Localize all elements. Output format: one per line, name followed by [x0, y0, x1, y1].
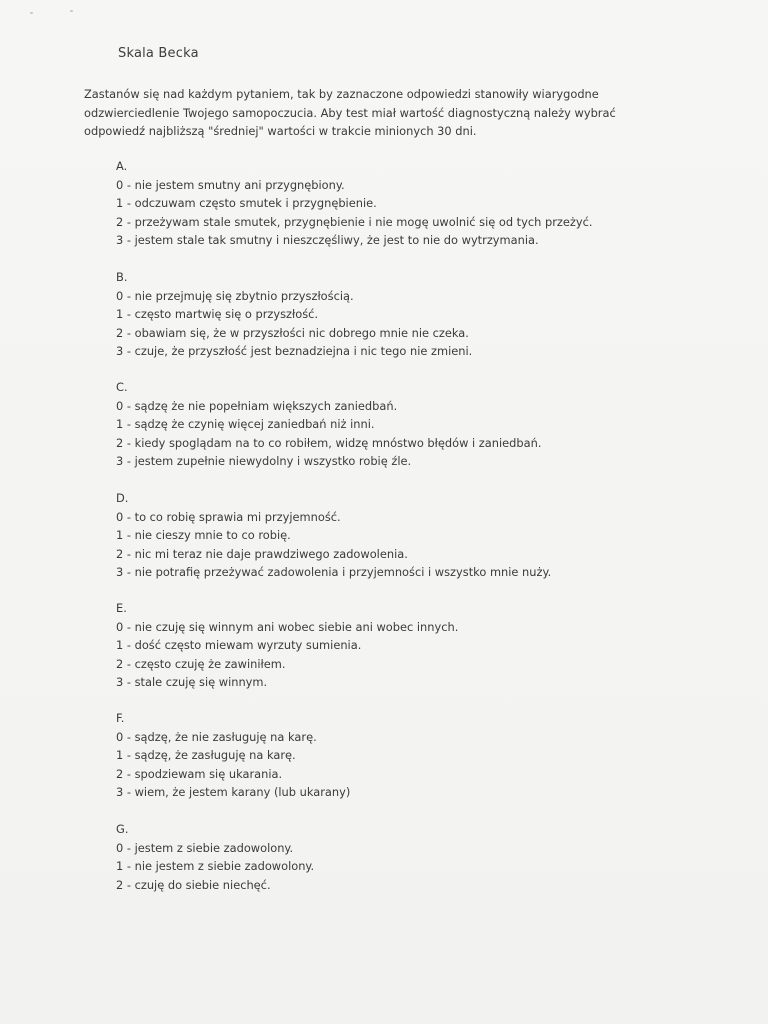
question-section-g	[116, 820, 676, 894]
answer-option: 0 - to co robię sprawia mi przyjemność.	[116, 509, 341, 524]
question-letter: A.	[116, 159, 128, 173]
answer-option: 1 - nie jestem z siebie zadowolony.	[116, 859, 315, 873]
answer-option: 3 - czuje, że przyszłość jest beznadziejna i nic tego nie zmieni.	[116, 344, 473, 358]
instructions-line: odpowiedź najbliższą "średniej" wartości w trakcie minionych 30 dni.	[84, 124, 477, 139]
answer-option: 1 - dość często miewam wyrzuty sumienia.	[116, 638, 362, 652]
instructions-line: odzwierciedlenie Twojego samopoczucia. Aby test miał wartość diagnostyczną należy wybrać	[84, 105, 616, 120]
question-letter: G.	[116, 822, 129, 836]
answer-option: 2 - przeżywam stale smutek, przygnębienie i nie mogę uwolnić się od tych przeżyć.	[116, 214, 593, 229]
document-title: Skala Becka	[118, 46, 199, 61]
question-section-f	[116, 709, 676, 802]
instructions-line: Zastanów się nad każdym pytaniem, tak by zaznaczone odpowiedzi stanowiły wiarygodne	[84, 87, 599, 101]
question-letter: F.	[116, 711, 125, 725]
answer-option: 0 - nie czuję się winnym ani wobec siebie ani wobec innych.	[116, 619, 459, 634]
question-letter: E.	[116, 601, 127, 615]
question-section-b	[116, 268, 676, 361]
answer-option: 1 - odczuwam często smutek i przygnębienie.	[116, 196, 377, 210]
question-section-a	[116, 157, 676, 250]
answer-option: 0 - sądzę że nie popełniam większych zaniedbań.	[116, 398, 398, 413]
answer-option: 3 - nie potrafię przeżywać zadowolenia i przyjemności i wszystko mnie nuży.	[116, 565, 552, 579]
answer-option: 2 - nic mi teraz nie daje prawdziwego zadowolenia.	[116, 546, 408, 561]
answer-option: 1 - nie cieszy mnie to co robię.	[116, 528, 291, 542]
question-letter: D.	[116, 491, 129, 505]
answer-option: 3 - jestem stale tak smutny i nieszczęśliwy, że jest to nie do wytrzymania.	[116, 233, 539, 247]
question-section-e	[116, 599, 676, 692]
question-section-c	[116, 378, 676, 471]
instructions-paragraph	[84, 85, 644, 141]
scan-speck	[30, 12, 33, 14]
answer-option: 0 - jestem z siebie zadowolony.	[116, 840, 294, 855]
scan-speck	[70, 10, 73, 12]
answer-option: 1 - sądzę że czynię więcej zaniedbań niż inni.	[116, 417, 375, 431]
answer-option: 3 - stale czuję się winnym.	[116, 675, 268, 689]
question-letter: B.	[116, 270, 128, 284]
answer-option: 0 - sądzę, że nie zasługuję na karę.	[116, 729, 317, 744]
answer-option: 1 - często martwię się o przyszłość.	[116, 307, 319, 321]
question-letter: C.	[116, 380, 128, 394]
answer-option: 3 - jestem zupełnie niewydolny i wszystko robię źle.	[116, 454, 412, 468]
answer-option: 2 - spodziewam się ukarania.	[116, 766, 283, 781]
answer-option: 1 - sądzę, że zasługuję na karę.	[116, 748, 296, 762]
answer-option: 2 - kiedy spoglądam na to co robiłem, widzę mnóstwo błędów i zaniedbań.	[116, 435, 542, 450]
answer-option: 2 - obawiam się, że w przyszłości nic dobrego mnie nie czeka.	[116, 325, 469, 340]
answer-option: 2 - czuję do siebie niechęć.	[116, 877, 271, 892]
answer-option: 0 - nie jestem smutny ani przygnębiony.	[116, 177, 345, 192]
answer-option: 0 - nie przejmuję się zbytnio przyszłością.	[116, 288, 354, 303]
question-section-d	[116, 489, 676, 582]
answer-option: 2 - często czuję że zawiniłem.	[116, 656, 286, 671]
answer-option: 3 - wiem, że jestem karany (lub ukarany)	[116, 785, 351, 799]
